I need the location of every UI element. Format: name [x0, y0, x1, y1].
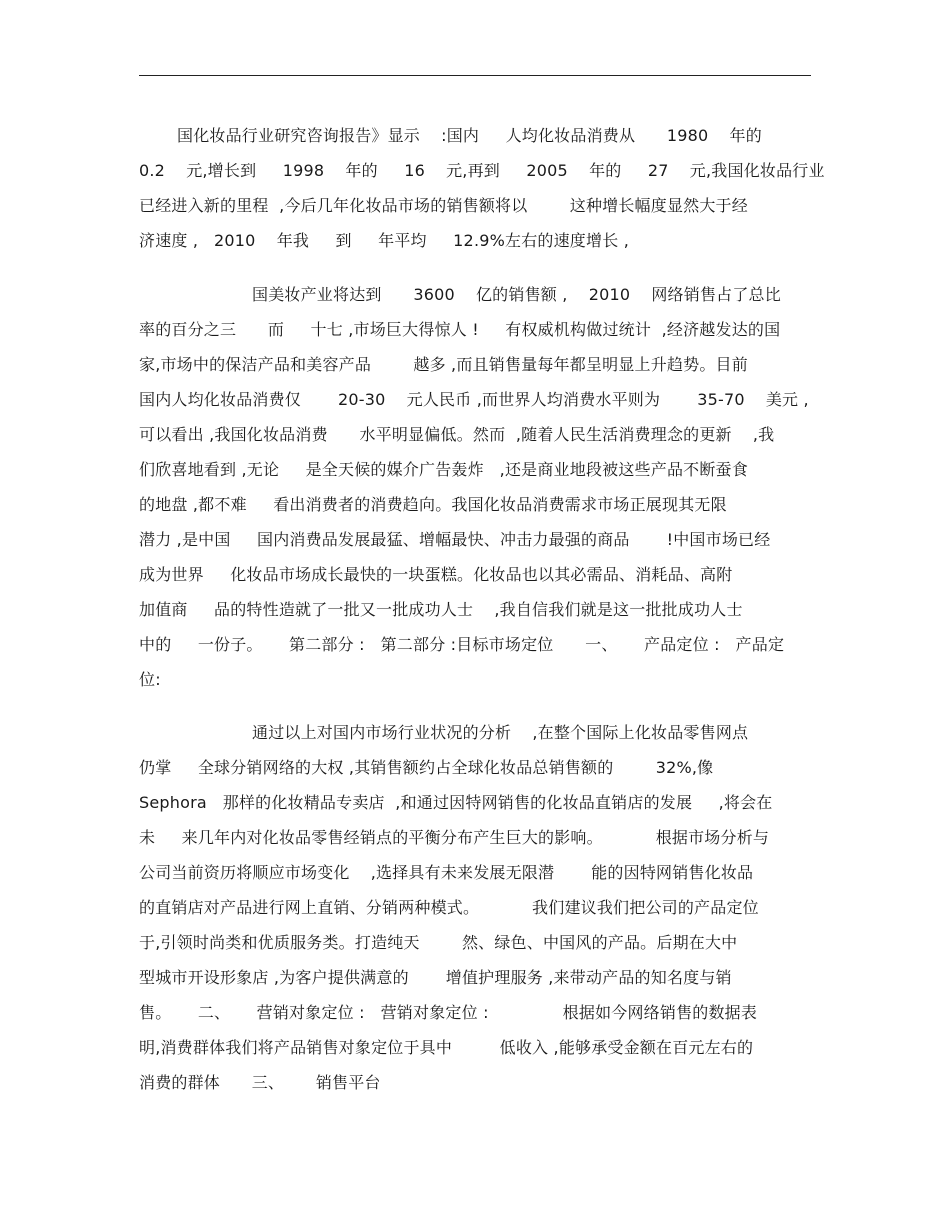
text-line: 型城市开设形象店 ,为客户提供满意的 增值护理服务 ,来带动产品的知名度与销 [139, 968, 732, 987]
text-line: 已经进入新的里程 ,今后几年化妆品市场的销售额将以 这种增长幅度显然大于经 [139, 196, 748, 215]
text-line: 国化妆品行业研究咨询报告》显示 :国内 人均化妆品消费从 1980 年的 [177, 126, 762, 145]
text-line: 公司当前资历将顺应市场变化 ,选择具有未来发展无限潜 能的因特网销售化妆品 [139, 863, 754, 882]
text-line: 们欣喜地看到 ,无论 是全天候的媒介广告轰炸 ,还是商业地段被这些产品不断蚕食 [139, 460, 748, 479]
text-line: 明,消费群体我们将产品销售对象定位于具中 低收入 ,能够承受金额在百元左右的 [139, 1038, 754, 1057]
text-line: 成为世界 化妆品市场成长最快的一块蛋糕。化妆品也以其必需品、消耗品、高附 [139, 565, 733, 584]
text-line: 仍掌 全球分销网络的大权 ,其销售额约占全球化妆品总销售额的 32%,像 [139, 758, 714, 777]
text-line: 家,市场中的保洁产品和美容产品 越多 ,而且销售量每年都呈明显上升趋势。目前 [139, 355, 748, 374]
text-line: 通过以上对国内市场行业状况的分析 ,在整个国际上化妆品零售网点 [252, 723, 749, 742]
text-line: Sephora 那样的化妆精品专卖店 ,和通过因特网销售的化妆品直销店的发展 ,将会在 [139, 793, 773, 812]
text-line: 售。 二、 营销对象定位 : 营销对象定位 : 根据如今网络销售的数据表 [139, 1003, 758, 1022]
text-line: 国美妆产业将达到 3600 亿的销售额 , 2010 网络销售占了总比 [252, 285, 781, 304]
text-line: 率的百分之三 而 十七 ,市场巨大得惊人 ! 有权威机构做过统计 ,经济越发达的国 [139, 320, 781, 339]
text-line: 的直销店对产品进行网上直销、分销两种模式。 我们建议我们把公司的产品定位 [139, 898, 759, 917]
text-line: 未 来几年内对化妆品零售经销点的平衡分布产生巨大的影响。 根据市场分析与 [139, 828, 770, 847]
text-line: 济速度 , 2010 年我 到 年平均 12.9%左右的速度增长 , [139, 231, 629, 250]
text-line: 于,引领时尚类和优质服务类。打造纯天 然、绿色、中国风的产品。后期在大中 [139, 933, 738, 952]
text-line: 0.2 元,增长到 1998 年的 16 元,再到 2005 年的 27 元,我国化妆品行业 [139, 161, 825, 180]
text-line: 的地盘 ,都不难 看出消费者的消费趋向。我国化妆品消费需求市场正展现其无限 [139, 495, 727, 514]
header-rule [139, 75, 811, 76]
text-line: 消费的群体 三、 销售平台 [139, 1073, 381, 1092]
text-line: 潜力 ,是中国 国内消费品发展最猛、增幅最快、冲击力最强的商品 !中国市场已经 [139, 530, 771, 549]
text-line: 加值商 品的特性造就了一批又一批成功人士 ,我自信我们就是这一批批成功人士 [139, 600, 743, 619]
text-line: 中的 一份子。 第二部分 : 第二部分 :目标市场定位 一、 产品定位 : 产品定 [139, 635, 785, 654]
text-line: 位: [139, 670, 161, 689]
text-line: 国内人均化妆品消费仅 20-30 元人民币 ,而世界人均消费水平则为 35-70 美元 , [139, 390, 809, 409]
text-line: 可以看出 ,我国化妆品消费 水平明显偏低。然而 ,随着人民生活消费理念的更新 ,我 [139, 425, 775, 444]
